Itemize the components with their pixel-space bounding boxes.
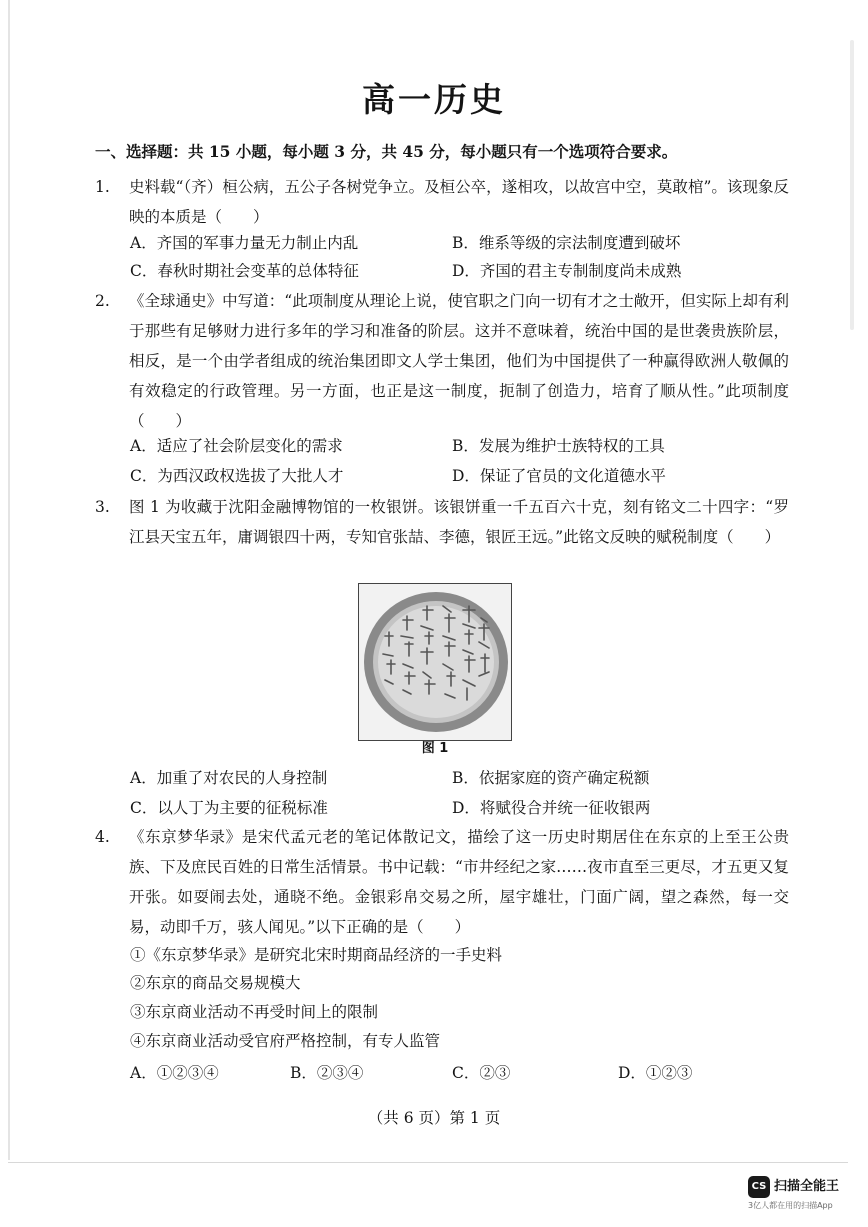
scanner-tagline: 3亿人都在用的扫描App (748, 1201, 833, 1210)
question-stem: 史料载“（齐）桓公病，五公子各树党争立。及桓公卒，遂相攻，以故宫中空，莫敢棺”。该现象反映的本质是（ ） (129, 178, 789, 226)
question-number: 3. (95, 498, 110, 516)
camscanner-logo-icon: CS (748, 1176, 770, 1198)
option-a[interactable]: A．加重了对农民的人身控制 (130, 769, 328, 787)
section-heading: 一、选择题：共 15 小题，每小题 3 分，共 45 分，每小题只有一个选项符合要求。 (95, 142, 678, 161)
silver-cake-image (358, 583, 512, 741)
silver-cake-rubbing (359, 584, 511, 740)
option-c[interactable]: C．为西汉政权选拔了大批人才 (130, 467, 344, 485)
question-number: 1. (95, 178, 110, 196)
figure-caption: 图 1 (421, 741, 449, 756)
statement-2: ②东京的商品交易规模大 (130, 974, 301, 992)
page-edge (8, 0, 10, 1160)
question-stem: 图 1 为收藏于沈阳金融博物馆的一枚银饼。该银饼重一千五百六十克，刻有铭文二十四字：“罗江县天宝五年，庸调银四十两，专知官张喆、李德，银匠王远。”此铭文反映的赋税制度（ ） (129, 498, 789, 546)
option-a[interactable]: A．齐国的军事力量无力制止内乱 (130, 234, 359, 252)
option-a[interactable]: A．①②③④ (130, 1064, 219, 1082)
option-c[interactable]: C．以人丁为主要的征税标准 (130, 799, 328, 817)
option-d[interactable]: D．将赋役合并统一征收银两 (452, 799, 651, 817)
statement-3: ③东京商业活动不再受时间上的限制 (130, 1003, 379, 1021)
question-number: 4. (95, 828, 110, 846)
page-title: 高一历史 (362, 80, 506, 119)
question-stem: 《东京梦华录》是宋代孟元老的笔记体散记文，描绘了这一历史时期居住在东京的上至王公贵族、下及庶民百姓的日常生活情景。书中记载：“市井经纪之家……夜市直至三更尽，才五更又复开张。如耍闹去处，通晓不绝。金银彩帛交易之所，屋宇雄壮，门面广阔，望之森然，每一交易，动即千万，骇人闻见。”以下正确的是（ ） (129, 828, 789, 936)
option-c[interactable]: C．②③ (452, 1064, 511, 1082)
scanner-app-name: 扫描全能王 (774, 1179, 840, 1194)
option-c[interactable]: C．春秋时期社会变革的总体特征 (130, 262, 359, 280)
option-b[interactable]: B．②③④ (290, 1064, 364, 1082)
option-d[interactable]: D．齐国的君主专制制度尚未成熟 (452, 262, 682, 280)
scanner-watermark (748, 1176, 860, 1220)
statement-4: ④东京商业活动受官府严格控制，有专人监管 (130, 1032, 441, 1050)
option-b[interactable]: B．依据家庭的资产确定税额 (452, 769, 650, 787)
option-a[interactable]: A．适应了社会阶层变化的需求 (130, 437, 343, 455)
page-footer: （共 6 页）第 1 页 (367, 1109, 501, 1127)
question-stem: 《全球通史》中写道：“此项制度从理论上说，使官职之门向一切有才之士敞开，但实际上却有利于那些有足够财力进行多年的学习和准备的阶层。这并不意味着，统治中国的是世袭贵族阶层，相反，是一个由学者组成的统治集团即文人学士集团，他们为中国提供了一种赢得欧洲人敬佩的有效稳定的行政管理。另一方面，也正是这一制度，扼制了创造力，培育了顺从性。”此项制度（ ） (129, 292, 789, 430)
statement-1: ①《东京梦华录》是研究北宋时期商品经济的一手史料 (130, 946, 503, 964)
question-number: 2. (95, 292, 110, 310)
page-bottom-divider (8, 1162, 848, 1163)
option-b[interactable]: B．维系等级的宗法制度遭到破坏 (452, 234, 681, 252)
option-d[interactable]: D．保证了官员的文化道德水平 (452, 467, 666, 485)
option-d[interactable]: D．①②③ (618, 1064, 693, 1082)
option-b[interactable]: B．发展为维护士族特权的工具 (452, 437, 665, 455)
